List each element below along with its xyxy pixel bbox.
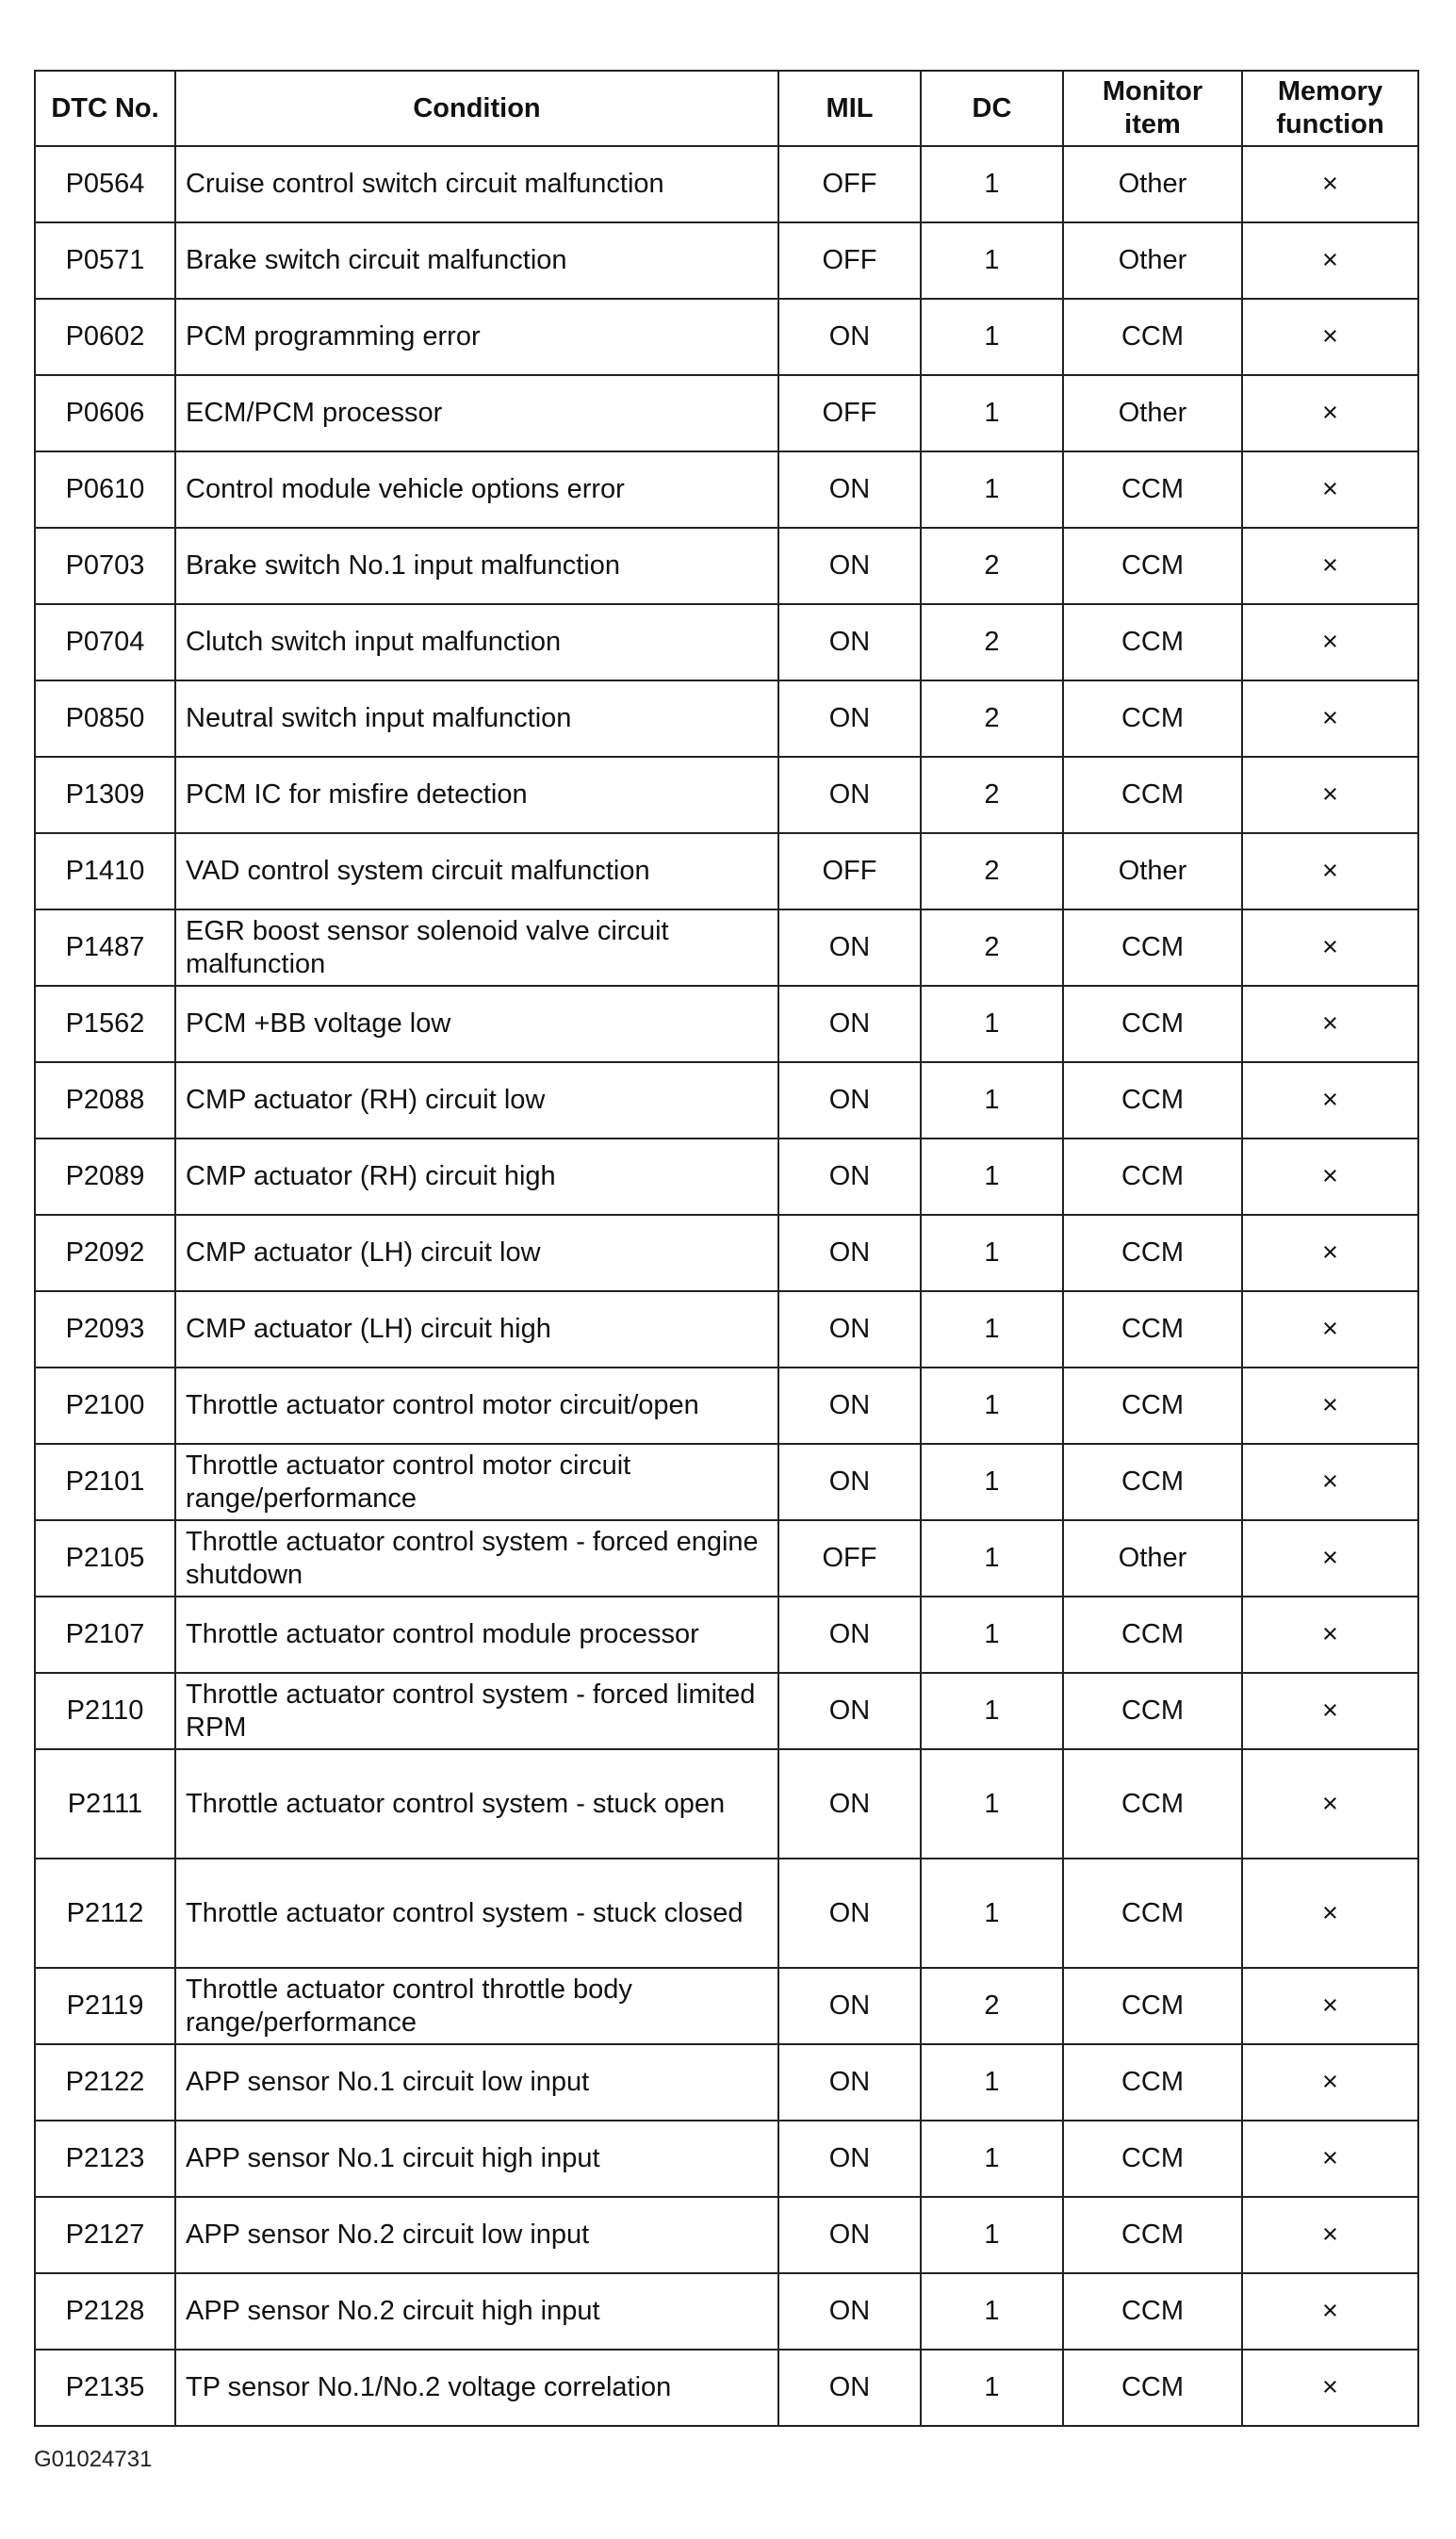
- memory-function-cell: ×: [1242, 1291, 1418, 1368]
- monitor-item-cell: CCM: [1063, 1859, 1242, 1968]
- dc-cell: 2: [921, 757, 1063, 833]
- dtc-code-cell: P1309: [35, 757, 175, 833]
- table-row: [35, 146, 1418, 222]
- mil-cell: ON: [778, 528, 921, 604]
- table-row: [35, 1368, 1418, 1444]
- dc-cell: 1: [921, 1062, 1063, 1138]
- memory-function-cell: ×: [1242, 604, 1418, 680]
- header-mil: MIL: [778, 71, 921, 146]
- monitor-item-cell: CCM: [1063, 2044, 1242, 2121]
- dtc-code-cell: P0704: [35, 604, 175, 680]
- memory-function-cell: ×: [1242, 1673, 1418, 1749]
- mil-cell: ON: [778, 2273, 921, 2350]
- memory-function-cell: ×: [1242, 1215, 1418, 1291]
- mil-cell: ON: [778, 1291, 921, 1368]
- dtc-code-cell: P1487: [35, 909, 175, 986]
- mil-cell: ON: [778, 1062, 921, 1138]
- monitor-item-cell: CCM: [1063, 1968, 1242, 2044]
- table-row: [35, 1859, 1418, 1968]
- table-row: [35, 299, 1418, 375]
- monitor-item-cell: CCM: [1063, 1368, 1242, 1444]
- dtc-code-cell: P2123: [35, 2121, 175, 2197]
- mil-cell: ON: [778, 909, 921, 986]
- monitor-item-cell: CCM: [1063, 299, 1242, 375]
- memory-function-cell: ×: [1242, 1968, 1418, 2044]
- memory-function-cell: ×: [1242, 1520, 1418, 1597]
- dtc-code-cell: P2135: [35, 2350, 175, 2426]
- monitor-item-cell: CCM: [1063, 451, 1242, 528]
- mil-cell: ON: [778, 604, 921, 680]
- table-row: [35, 2273, 1418, 2350]
- monitor-item-cell: CCM: [1063, 1215, 1242, 1291]
- table-row: [35, 680, 1418, 757]
- table-row: [35, 451, 1418, 528]
- dtc-code-cell: P2122: [35, 2044, 175, 2121]
- condition-cell: Throttle actuator control system - forced engine shutdown: [175, 1520, 778, 1597]
- mil-cell: ON: [778, 1859, 921, 1968]
- condition-cell: CMP actuator (RH) circuit low: [175, 1062, 778, 1138]
- dc-cell: 1: [921, 1597, 1063, 1673]
- table-row: [35, 757, 1418, 833]
- dc-cell: 1: [921, 1520, 1063, 1597]
- dtc-code-cell: P0571: [35, 222, 175, 299]
- mil-cell: OFF: [778, 1520, 921, 1597]
- memory-function-cell: ×: [1242, 1444, 1418, 1520]
- condition-cell: TP sensor No.1/No.2 voltage correlation: [175, 2350, 778, 2426]
- header-memory-function: Memory function: [1242, 71, 1418, 146]
- memory-function-cell: ×: [1242, 986, 1418, 1062]
- memory-function-cell: ×: [1242, 1138, 1418, 1215]
- mil-cell: ON: [778, 1968, 921, 2044]
- condition-cell: Neutral switch input malfunction: [175, 680, 778, 757]
- dc-cell: 1: [921, 2350, 1063, 2426]
- condition-cell: VAD control system circuit malfunction: [175, 833, 778, 909]
- table-row: [35, 604, 1418, 680]
- mil-cell: ON: [778, 1368, 921, 1444]
- table-row: [35, 1138, 1418, 1215]
- memory-function-cell: ×: [1242, 375, 1418, 451]
- table-row: [35, 1062, 1418, 1138]
- dc-cell: 1: [921, 451, 1063, 528]
- condition-cell: APP sensor No.2 circuit high input: [175, 2273, 778, 2350]
- condition-cell: ECM/PCM processor: [175, 375, 778, 451]
- monitor-item-cell: CCM: [1063, 1062, 1242, 1138]
- memory-function-cell: ×: [1242, 680, 1418, 757]
- memory-function-cell: ×: [1242, 1749, 1418, 1859]
- memory-function-cell: ×: [1242, 451, 1418, 528]
- condition-cell: Brake switch circuit malfunction: [175, 222, 778, 299]
- monitor-item-cell: CCM: [1063, 1291, 1242, 1368]
- mil-cell: ON: [778, 1749, 921, 1859]
- mil-cell: ON: [778, 680, 921, 757]
- monitor-item-cell: CCM: [1063, 1673, 1242, 1749]
- monitor-item-cell: CCM: [1063, 604, 1242, 680]
- dc-cell: 1: [921, 1444, 1063, 1520]
- dtc-code-cell: P0610: [35, 451, 175, 528]
- condition-cell: Throttle actuator control motor circuit/open: [175, 1368, 778, 1444]
- dtc-code-cell: P0850: [35, 680, 175, 757]
- condition-cell: Brake switch No.1 input malfunction: [175, 528, 778, 604]
- dc-cell: 1: [921, 1291, 1063, 1368]
- mil-cell: ON: [778, 2350, 921, 2426]
- table-row: [35, 909, 1418, 986]
- memory-function-cell: ×: [1242, 2121, 1418, 2197]
- table-row: [35, 375, 1418, 451]
- dc-cell: 1: [921, 146, 1063, 222]
- dc-cell: 1: [921, 2044, 1063, 2121]
- mil-cell: ON: [778, 1138, 921, 1215]
- mil-cell: ON: [778, 1673, 921, 1749]
- condition-cell: APP sensor No.1 circuit low input: [175, 2044, 778, 2121]
- condition-cell: Throttle actuator control module processor: [175, 1597, 778, 1673]
- dtc-code-cell: P1410: [35, 833, 175, 909]
- condition-cell: APP sensor No.1 circuit high input: [175, 2121, 778, 2197]
- condition-cell: PCM IC for misfire detection: [175, 757, 778, 833]
- table-row: [35, 1749, 1418, 1859]
- mil-cell: OFF: [778, 146, 921, 222]
- dc-cell: 1: [921, 1673, 1063, 1749]
- memory-function-cell: ×: [1242, 146, 1418, 222]
- dtc-code-cell: P0606: [35, 375, 175, 451]
- monitor-item-cell: CCM: [1063, 757, 1242, 833]
- condition-cell: PCM programming error: [175, 299, 778, 375]
- memory-function-cell: ×: [1242, 1859, 1418, 1968]
- dc-cell: 1: [921, 2273, 1063, 2350]
- table-row: [35, 1215, 1418, 1291]
- memory-function-cell: ×: [1242, 299, 1418, 375]
- condition-cell: Throttle actuator control throttle body range/performance: [175, 1968, 778, 2044]
- dtc-code-cell: P2101: [35, 1444, 175, 1520]
- dtc-code-cell: P2127: [35, 2197, 175, 2273]
- dtc-code-cell: P2107: [35, 1597, 175, 1673]
- header-condition: Condition: [175, 71, 778, 146]
- table-row: [35, 986, 1418, 1062]
- monitor-item-cell: Other: [1063, 222, 1242, 299]
- dtc-code-cell: P0703: [35, 528, 175, 604]
- monitor-item-cell: Other: [1063, 146, 1242, 222]
- condition-cell: Throttle actuator control system - stuck closed: [175, 1859, 778, 1968]
- table-body: [35, 146, 1418, 2426]
- dtc-code-cell: P0564: [35, 146, 175, 222]
- dc-cell: 1: [921, 986, 1063, 1062]
- dc-cell: 1: [921, 1215, 1063, 1291]
- dc-cell: 2: [921, 1968, 1063, 2044]
- condition-cell: Control module vehicle options error: [175, 451, 778, 528]
- monitor-item-cell: CCM: [1063, 680, 1242, 757]
- mil-cell: ON: [778, 757, 921, 833]
- table-header-row: [35, 71, 1418, 146]
- table-row: [35, 1673, 1418, 1749]
- memory-function-cell: ×: [1242, 528, 1418, 604]
- condition-cell: CMP actuator (LH) circuit high: [175, 1291, 778, 1368]
- mil-cell: ON: [778, 1597, 921, 1673]
- table-row: [35, 2044, 1418, 2121]
- monitor-item-cell: CCM: [1063, 1444, 1242, 1520]
- condition-cell: Clutch switch input malfunction: [175, 604, 778, 680]
- memory-function-cell: ×: [1242, 2197, 1418, 2273]
- memory-function-cell: ×: [1242, 1062, 1418, 1138]
- dtc-code-cell: P2119: [35, 1968, 175, 2044]
- table-row: [35, 2350, 1418, 2426]
- condition-cell: CMP actuator (LH) circuit low: [175, 1215, 778, 1291]
- monitor-item-cell: Other: [1063, 1520, 1242, 1597]
- monitor-item-cell: CCM: [1063, 1749, 1242, 1859]
- memory-function-cell: ×: [1242, 222, 1418, 299]
- table-row: [35, 1597, 1418, 1673]
- mil-cell: ON: [778, 2044, 921, 2121]
- monitor-item-cell: Other: [1063, 375, 1242, 451]
- dtc-code-cell: P2089: [35, 1138, 175, 1215]
- dc-cell: 2: [921, 604, 1063, 680]
- monitor-item-cell: CCM: [1063, 2350, 1242, 2426]
- dc-cell: 1: [921, 1368, 1063, 1444]
- dc-cell: 1: [921, 375, 1063, 451]
- monitor-item-cell: CCM: [1063, 1138, 1242, 1215]
- monitor-item-cell: CCM: [1063, 986, 1242, 1062]
- monitor-item-cell: CCM: [1063, 2197, 1242, 2273]
- monitor-item-cell: CCM: [1063, 909, 1242, 986]
- table-row: [35, 1968, 1418, 2044]
- dtc-code-cell: P2093: [35, 1291, 175, 1368]
- condition-cell: Throttle actuator control system - stuck open: [175, 1749, 778, 1859]
- dtc-code-cell: P2128: [35, 2273, 175, 2350]
- dc-cell: 1: [921, 2197, 1063, 2273]
- memory-function-cell: ×: [1242, 909, 1418, 986]
- mil-cell: ON: [778, 1215, 921, 1291]
- header-dc: DC: [921, 71, 1063, 146]
- dtc-table: [34, 70, 1419, 2427]
- condition-cell: Throttle actuator control system - forced limited RPM: [175, 1673, 778, 1749]
- condition-cell: Throttle actuator control motor circuit range/performance: [175, 1444, 778, 1520]
- dc-cell: 1: [921, 2121, 1063, 2197]
- condition-cell: EGR boost sensor solenoid valve circuit malfunction: [175, 909, 778, 986]
- monitor-item-cell: Other: [1063, 833, 1242, 909]
- condition-cell: APP sensor No.2 circuit low input: [175, 2197, 778, 2273]
- header-dtc-no: DTC No.: [35, 71, 175, 146]
- condition-cell: PCM +BB voltage low: [175, 986, 778, 1062]
- table-row: [35, 528, 1418, 604]
- dtc-code-cell: P2110: [35, 1673, 175, 1749]
- monitor-item-cell: CCM: [1063, 2273, 1242, 2350]
- dc-cell: 2: [921, 680, 1063, 757]
- memory-function-cell: ×: [1242, 1368, 1418, 1444]
- dc-cell: 1: [921, 299, 1063, 375]
- memory-function-cell: ×: [1242, 2044, 1418, 2121]
- dtc-code-cell: P1562: [35, 986, 175, 1062]
- mil-cell: OFF: [778, 833, 921, 909]
- table-row: [35, 2197, 1418, 2273]
- mil-cell: OFF: [778, 375, 921, 451]
- condition-cell: CMP actuator (RH) circuit high: [175, 1138, 778, 1215]
- table-row: [35, 1444, 1418, 1520]
- dc-cell: 1: [921, 1138, 1063, 1215]
- header-monitor-item: Monitor item: [1063, 71, 1242, 146]
- dtc-code-cell: P2100: [35, 1368, 175, 1444]
- mil-cell: ON: [778, 2121, 921, 2197]
- memory-function-cell: ×: [1242, 1597, 1418, 1673]
- dtc-code-cell: P2088: [35, 1062, 175, 1138]
- dc-cell: 2: [921, 528, 1063, 604]
- mil-cell: ON: [778, 451, 921, 528]
- table-row: [35, 222, 1418, 299]
- monitor-item-cell: CCM: [1063, 528, 1242, 604]
- dtc-code-cell: P2112: [35, 1859, 175, 1968]
- mil-cell: ON: [778, 1444, 921, 1520]
- memory-function-cell: ×: [1242, 2350, 1418, 2426]
- table-row: [35, 1520, 1418, 1597]
- dc-cell: 1: [921, 222, 1063, 299]
- dtc-code-cell: P2092: [35, 1215, 175, 1291]
- monitor-item-cell: CCM: [1063, 1597, 1242, 1673]
- memory-function-cell: ×: [1242, 757, 1418, 833]
- monitor-item-cell: CCM: [1063, 2121, 1242, 2197]
- mil-cell: OFF: [778, 222, 921, 299]
- dtc-code-cell: P0602: [35, 299, 175, 375]
- mil-cell: ON: [778, 299, 921, 375]
- dc-cell: 2: [921, 909, 1063, 986]
- memory-function-cell: ×: [1242, 833, 1418, 909]
- mil-cell: ON: [778, 986, 921, 1062]
- dtc-code-cell: P2105: [35, 1520, 175, 1597]
- table-row: [35, 1291, 1418, 1368]
- dc-cell: 1: [921, 1859, 1063, 1968]
- dtc-code-cell: P2111: [35, 1749, 175, 1859]
- table-row: [35, 2121, 1418, 2197]
- dc-cell: 2: [921, 833, 1063, 909]
- mil-cell: ON: [778, 2197, 921, 2273]
- table-row: [35, 833, 1418, 909]
- memory-function-cell: ×: [1242, 2273, 1418, 2350]
- figure-id: G01024731: [34, 2447, 153, 2472]
- condition-cell: Cruise control switch circuit malfunction: [175, 146, 778, 222]
- dc-cell: 1: [921, 1749, 1063, 1859]
